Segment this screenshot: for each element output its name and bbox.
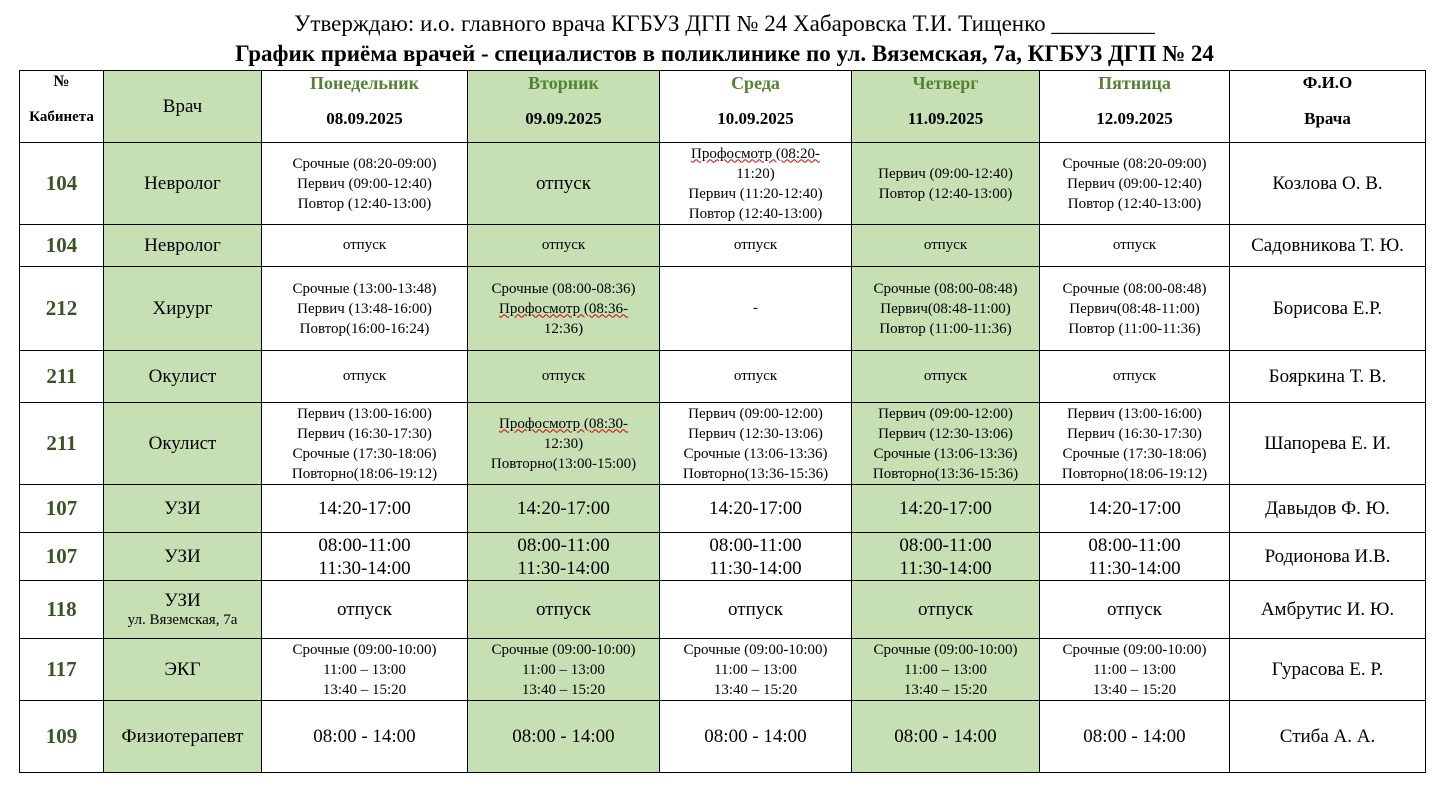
schedule-cell-tue: отпуск xyxy=(468,225,660,267)
day-header-wed: Среда 10.09.2025 xyxy=(660,71,852,143)
doctor-specialty: УЗИ ул. Вяземская, 7а xyxy=(104,581,262,639)
schedule-cell-wed: Первич (09:00-12:00) Первич (12:30-13:06) Срочные (13:06-13:36) Повторно(13:36-15:36) xyxy=(660,403,852,485)
schedule-cell-fri: Срочные (09:00-10:00) 11:00 – 13:00 13:40 – 15:20 xyxy=(1040,639,1230,701)
fio-header: Ф.И.О Врача xyxy=(1230,71,1426,143)
schedule-cell-wed: отпуск xyxy=(660,225,852,267)
schedule-cell-mon: Срочные (08:20-09:00) Первич (09:00-12:40) Повтор (12:40-13:00) xyxy=(262,143,468,225)
cabinet-number: 212 xyxy=(20,267,104,351)
cabinet-number: 107 xyxy=(20,485,104,533)
doctor-name: Борисова Е.Р. xyxy=(1230,267,1426,351)
schedule-cell-mon: отпуск xyxy=(262,351,468,403)
schedule-cell-thu: отпуск xyxy=(852,581,1040,639)
schedule-cell-thu: 14:20-17:00 xyxy=(852,485,1040,533)
cabinet-number: 211 xyxy=(20,351,104,403)
schedule-cell-mon: отпуск xyxy=(262,581,468,639)
doctor-specialty: Окулист xyxy=(104,403,262,485)
schedule-cell-wed: 08:00-11:00 11:30-14:00 xyxy=(660,533,852,581)
table-row xyxy=(20,143,1426,225)
day-header-tue: Вторник 09.09.2025 xyxy=(468,71,660,143)
checkup-underlined: Профосмотр (08:30- xyxy=(498,415,629,432)
table-row xyxy=(20,403,1426,485)
schedule-cell-wed: Срочные (09:00-10:00) 11:00 – 13:00 13:40 – 15:20 xyxy=(660,639,852,701)
schedule-cell-fri: 08:00 - 14:00 xyxy=(1040,701,1230,773)
schedule-cell-fri: отпуск xyxy=(1040,581,1230,639)
schedule-cell-mon: Срочные (09:00-10:00) 11:00 – 13:00 13:40 – 15:20 xyxy=(262,639,468,701)
schedule-cell-tue: Профосмотр (08:30- 12:30) Повторно(13:00-15:00) xyxy=(468,403,660,485)
schedule-cell-thu: Первич (09:00-12:00) Первич (12:30-13:06) Срочные (13:06-13:36) Повторно(13:36-15:36) xyxy=(852,403,1040,485)
schedule-cell-fri: Первич (13:00-16:00) Первич (16:30-17:30) Срочные (17:30-18:06) Повторно(18:06-19:12) xyxy=(1040,403,1230,485)
day-header-thu: Четверг 11.09.2025 xyxy=(852,71,1040,143)
cabinet-header: № Кабинета xyxy=(20,71,104,143)
doctor-name: Родионова И.В. xyxy=(1230,533,1426,581)
approval-line: Утверждаю: и.о. главного врача КГБУЗ ДГП № 24 Хабаровска Т.И. Тищенко _________ xyxy=(294,11,1155,36)
doctor-name: Давыдов Ф. Ю. xyxy=(1230,485,1426,533)
cabinet-number: 118 xyxy=(20,581,104,639)
schedule-cell-thu: отпуск xyxy=(852,225,1040,267)
checkup-underlined: Профосмотр (08:20- xyxy=(690,145,821,162)
cabinet-number: 211 xyxy=(20,403,104,485)
table-row xyxy=(20,485,1426,533)
schedule-cell-wed: 08:00 - 14:00 xyxy=(660,701,852,773)
doctor-name: Шапорева Е. И. xyxy=(1230,403,1426,485)
schedule-cell-thu: отпуск xyxy=(852,351,1040,403)
schedule-cell-mon: Первич (13:00-16:00) Первич (16:30-17:30) Срочные (17:30-18:06) Повторно(18:06-19:12) xyxy=(262,403,468,485)
day-header-fri: Пятница 12.09.2025 xyxy=(1040,71,1230,143)
schedule-cell-fri: отпуск xyxy=(1040,351,1230,403)
schedule-cell-fri: Срочные (08:20-09:00) Первич (09:00-12:40) Повтор (12:40-13:00) xyxy=(1040,143,1230,225)
table-row xyxy=(20,225,1426,267)
cabinet-number: 107 xyxy=(20,533,104,581)
schedule-cell-tue: Срочные (08:00-08:36) Профосмотр (08:36- 12:36) xyxy=(468,267,660,351)
doctor-specialty: ЭКГ xyxy=(104,639,262,701)
doctor-name: Стиба А. А. xyxy=(1230,701,1426,773)
schedule-cell-tue: 14:20-17:00 xyxy=(468,485,660,533)
checkup-underlined: Профосмотр (08:36- xyxy=(498,300,629,317)
schedule-cell-wed: отпуск xyxy=(660,581,852,639)
schedule-cell-fri: Срочные (08:00-08:48) Первич(08:48-11:00) Повтор (11:00-11:36) xyxy=(1040,267,1230,351)
cabinet-number: 117 xyxy=(20,639,104,701)
doctor-name: Козлова О. В. xyxy=(1230,143,1426,225)
table-row xyxy=(20,351,1426,403)
doctor-name: Амбрутис И. Ю. xyxy=(1230,581,1426,639)
schedule-cell-thu: Срочные (08:00-08:48) Первич(08:48-11:00) Повтор (11:00-11:36) xyxy=(852,267,1040,351)
cabinet-number: 104 xyxy=(20,225,104,267)
schedule-cell-mon: 08:00-11:00 11:30-14:00 xyxy=(262,533,468,581)
doctor-address: ул. Вяземская, 7а xyxy=(127,612,238,628)
schedule-cell-mon: 14:20-17:00 xyxy=(262,485,468,533)
schedule-cell-tue: 08:00 - 14:00 xyxy=(468,701,660,773)
schedule-cell-wed: 14:20-17:00 xyxy=(660,485,852,533)
schedule-cell-fri: отпуск xyxy=(1040,225,1230,267)
schedule-cell-thu: 08:00 - 14:00 xyxy=(852,701,1040,773)
doctor-specialty: УЗИ xyxy=(104,533,262,581)
cabinet-number: 109 xyxy=(20,701,104,773)
schedule-cell-wed: отпуск xyxy=(660,351,852,403)
doctor-name: Гурасова Е. Р. xyxy=(1230,639,1426,701)
schedule-title: График приёма врачей - специалистов в поликлинике по ул. Вяземская, 7а, КГБУЗ ДГП № 24 xyxy=(235,41,1214,66)
schedule-cell-wed: - xyxy=(660,267,852,351)
doctor-name: Садовникова Т. Ю. xyxy=(1230,225,1426,267)
schedule-cell-tue: Срочные (09:00-10:00) 11:00 – 13:00 13:40 – 15:20 xyxy=(468,639,660,701)
schedule-cell-mon: отпуск xyxy=(262,225,468,267)
doctor-specialty: Физиотерапевт xyxy=(104,701,262,773)
schedule-cell-tue: отпуск xyxy=(468,351,660,403)
schedule-cell-tue: 08:00-11:00 11:30-14:00 xyxy=(468,533,660,581)
schedule-cell-mon: 08:00 - 14:00 xyxy=(262,701,468,773)
table-row xyxy=(20,581,1426,639)
schedule-cell-tue: отпуск xyxy=(468,581,660,639)
doctor-name: Бояркина Т. В. xyxy=(1230,351,1426,403)
schedule-cell-thu: 08:00-11:00 11:30-14:00 xyxy=(852,533,1040,581)
table-row xyxy=(20,267,1426,351)
schedule-cell-thu: Первич (09:00-12:40) Повтор (12:40-13:00) xyxy=(852,143,1040,225)
day-header-mon: Понедельник 08.09.2025 xyxy=(262,71,468,143)
schedule-cell-mon: Срочные (13:00-13:48) Первич (13:48-16:00) Повтор(16:00-16:24) xyxy=(262,267,468,351)
doctor-specialty: Невролог xyxy=(104,225,262,267)
doctor-specialty: УЗИ xyxy=(104,485,262,533)
schedule-cell-fri: 08:00-11:00 11:30-14:00 xyxy=(1040,533,1230,581)
table-row xyxy=(20,533,1426,581)
schedule-cell-wed: Профосмотр (08:20- 11:20) Первич (11:20-12:40) Повтор (12:40-13:00) xyxy=(660,143,852,225)
schedule-table xyxy=(19,70,1426,773)
table-row xyxy=(20,701,1426,773)
schedule-cell-fri: 14:20-17:00 xyxy=(1040,485,1230,533)
doctor-specialty: Хирург xyxy=(104,267,262,351)
doctor-specialty: Невролог xyxy=(104,143,262,225)
doctor-header: Врач xyxy=(104,71,262,143)
schedule-cell-thu: Срочные (09:00-10:00) 11:00 – 13:00 13:40 – 15:20 xyxy=(852,639,1040,701)
table-row xyxy=(20,639,1426,701)
cabinet-number: 104 xyxy=(20,143,104,225)
schedule-cell-tue: отпуск xyxy=(468,143,660,225)
doctor-specialty: Окулист xyxy=(104,351,262,403)
header-row xyxy=(20,71,1426,143)
